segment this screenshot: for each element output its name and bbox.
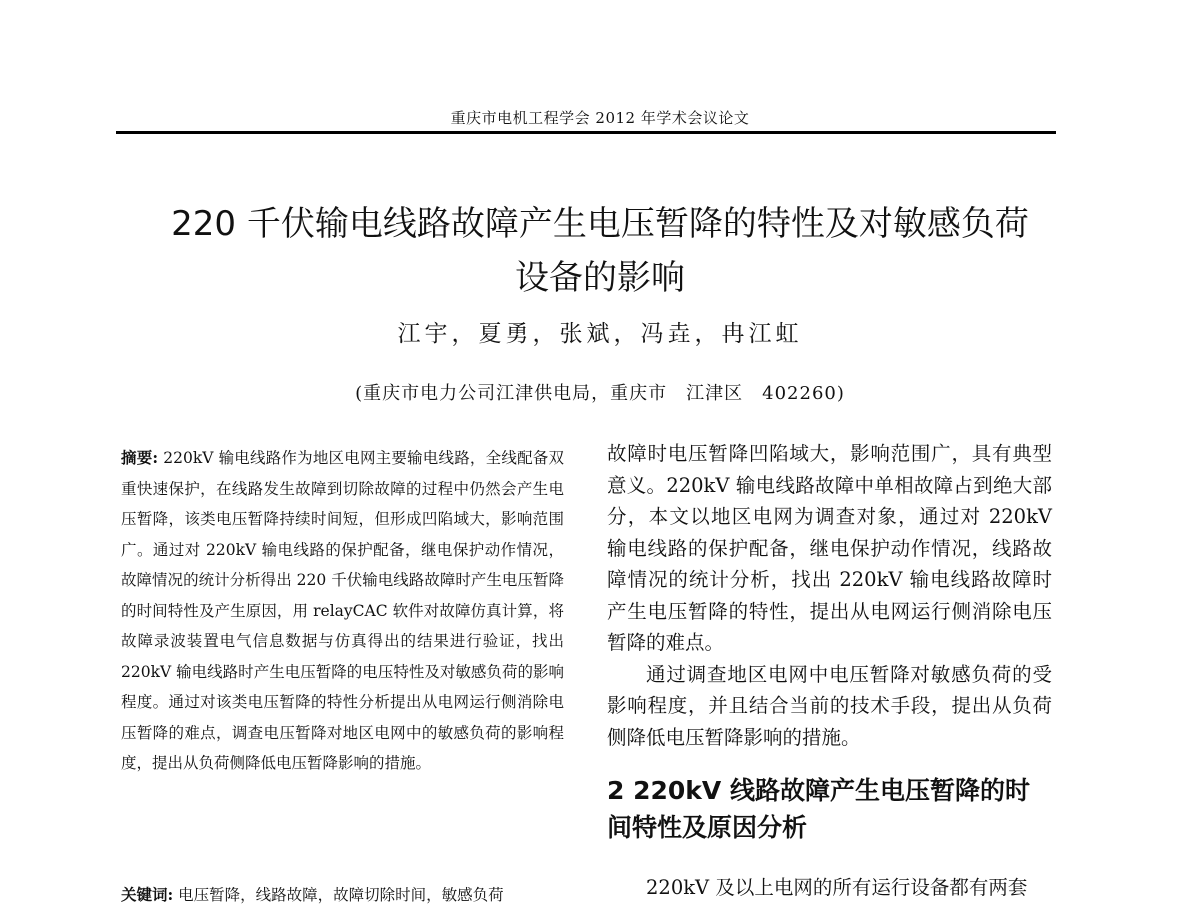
- affiliation: (重庆市电力公司江津供电局，重庆市 江津区 402260): [355, 383, 845, 404]
- abstract-label: 摘要:: [121, 448, 159, 467]
- abstract-text: 220kV 输电线路作为地区电网主要输电线路，全线配备双重快速保护，在线路发生故障到切除故障的过程中仍然会产生电压暂降，该类电压暂降持续时间短，但形成凹陷域大，影响范围广。通过对 220kV 输电线路的保护配备，继电保护动作情况，故障情况的统计分析得出 220 千伏输电线路故障时产生电压暂降的时间特性及产生原因，用 relayCAC 软件对故障仿真计算，将故障录波装置电气信息数据与仿真得出的结果进行验证，找出 220kV 输电线路时产生电压暂降的电压特性及对敏感负荷的影响程度。通过对该类电压暂降的特性分析提出从电网运行侧消除电压暂降的难点，调查电压暂降对地区电网中的敏感负荷的影响程度，提出从负荷侧降低电压暂降影响的措施。: [121, 449, 564, 772]
- paper-title: [100, 197, 1100, 305]
- body-column-right: [607, 438, 1052, 904]
- body-paragraph: 通过调查地区电网中电压暂降对敏感负荷的受影响程度，并且结合当前的技术手段，提出从负荷侧降低电压暂降影响的措施。: [607, 662, 1052, 749]
- body-paragraph: 故障时电压暂降凹陷域大，影响范围广，具有典型意义。220kV 输电线路故障中单相故障占到绝大部分，本文以地区电网为调查对象，通过对 220kV 输电线路的保护配备，继电保护动作情况，线路故障情况的统计分析，找出 220kV 输电线路故障时产生电压暂降的特性，提出从电网运行侧消除电压暂降的难点。: [607, 442, 1052, 654]
- section-heading: 2 220kV 线路故障产生电压暂降的时间特性及原因分析: [607, 776, 1030, 842]
- keywords-label: 关键词:: [121, 885, 174, 904]
- title-line-1: 220 千伏输电线路故障产生电压暂降的特性及对敏感负荷: [171, 204, 1029, 244]
- keywords: [121, 880, 564, 910]
- body-paragraph: 220kV 及以上电网的所有运行设备都有两套: [646, 876, 1028, 899]
- title-line-2: 设备的影响: [515, 258, 685, 298]
- running-header: 重庆市电机工程学会 2012 年学术会议论文: [450, 109, 750, 127]
- keywords-text: 电压暂降，线路故障，故障切除时间，敏感负荷: [173, 886, 504, 904]
- abstract: [121, 443, 564, 779]
- authors: 江宇，夏勇，张斌，冯垚，冉江虹: [397, 321, 803, 347]
- header-rule: [116, 131, 1056, 134]
